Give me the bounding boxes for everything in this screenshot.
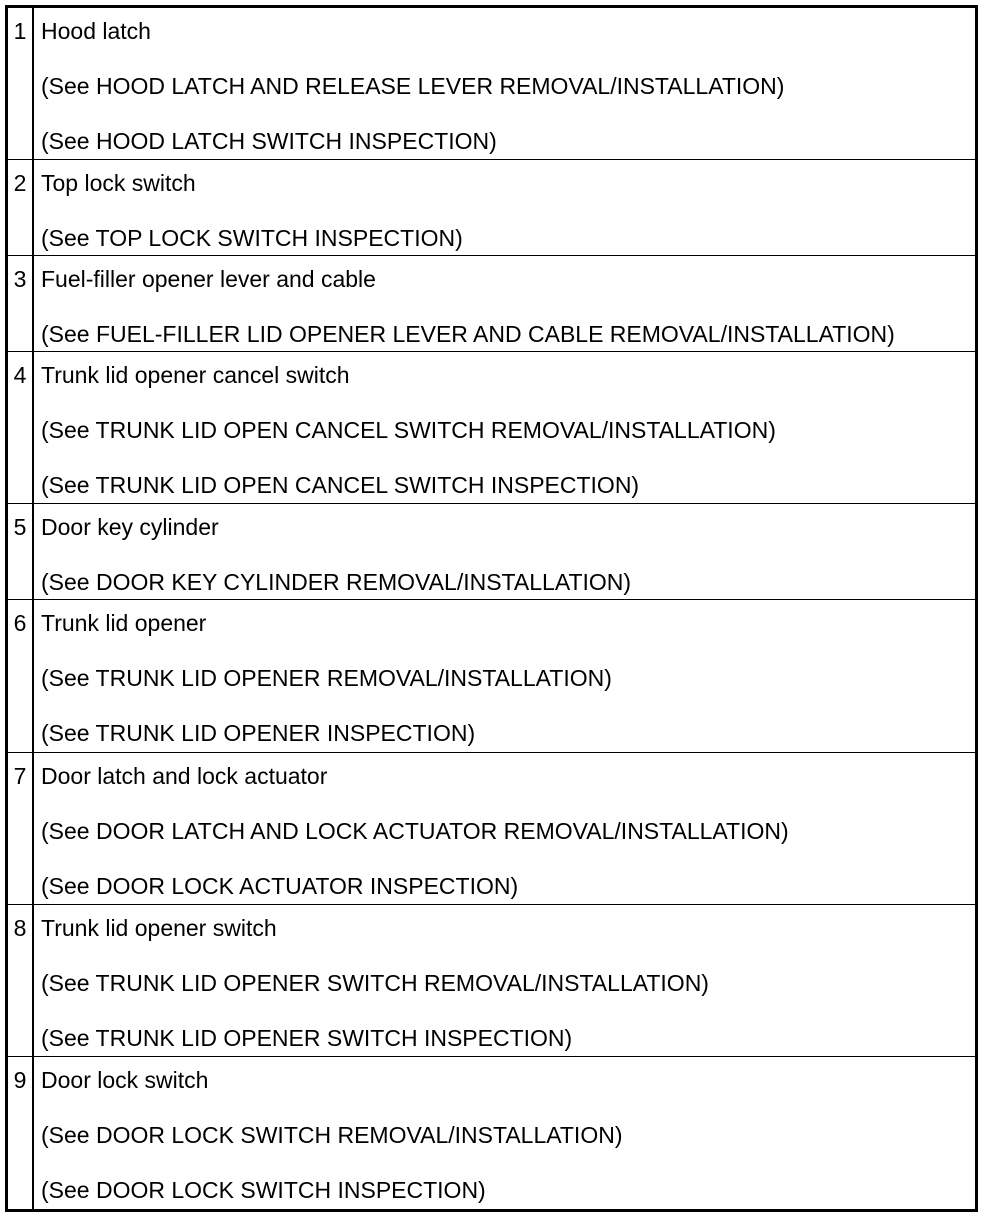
reference-link[interactable]: (See TOP LOCK SWITCH INSPECTION)	[41, 225, 463, 252]
item-number-cell	[7, 160, 34, 256]
table-row	[7, 752, 977, 904]
item-number-cell	[7, 504, 34, 600]
item-number-cell	[7, 352, 34, 504]
reference-link[interactable]: (See TRUNK LID OPENER SWITCH INSPECTION)	[41, 1025, 573, 1052]
reference-link[interactable]: (See TRUNK LID OPEN CANCEL SWITCH REMOVAL/INSTALLATION)	[41, 417, 776, 444]
reference-link[interactable]: (See HOOD LATCH SWITCH INSPECTION)	[41, 128, 497, 154]
reference-link[interactable]: (See DOOR LOCK SWITCH INSPECTION)	[41, 1177, 486, 1204]
item-title: Door lock switch	[41, 1067, 209, 1094]
table-row	[7, 504, 977, 600]
item-title: Door key cylinder	[41, 514, 219, 541]
item-title: Door latch and lock actuator	[41, 762, 328, 789]
reference-link[interactable]: (See TRUNK LID OPENER INSPECTION)	[41, 720, 476, 747]
item-description-cell	[33, 7, 977, 160]
item-description-cell	[33, 905, 977, 1057]
reference-link[interactable]: (See DOOR LOCK ACTUATOR INSPECTION)	[41, 872, 519, 899]
reference-link[interactable]: (See DOOR LOCK SWITCH REMOVAL/INSTALLATION)	[41, 1122, 623, 1149]
reference-link[interactable]: (See HOOD LATCH AND RELEASE LEVER REMOVAL/INSTALLATION)	[41, 73, 785, 99]
component-reference-table	[5, 5, 978, 1212]
item-title: Trunk lid opener cancel switch	[41, 362, 350, 389]
item-title: Fuel-filler opener lever and cable	[41, 266, 376, 293]
table-row	[7, 905, 977, 1057]
item-description-cell	[33, 504, 977, 600]
reference-link[interactable]: (See FUEL-FILLER LID OPENER LEVER AND CABLE REMOVAL/INSTALLATION)	[41, 321, 895, 348]
table-row	[7, 160, 977, 256]
item-description-cell	[33, 752, 977, 904]
item-number: 1	[13, 18, 27, 44]
item-number-cell	[7, 600, 34, 752]
table-row	[7, 7, 977, 160]
reference-link[interactable]: (See TRUNK LID OPENER SWITCH REMOVAL/INSTALLATION)	[41, 970, 709, 997]
item-number-cell	[7, 256, 34, 352]
item-number: 2	[13, 170, 27, 197]
item-number-cell	[7, 905, 34, 1057]
item-title: Top lock switch	[41, 170, 196, 197]
item-description-cell	[33, 160, 977, 256]
reference-link[interactable]: (See TRUNK LID OPENER REMOVAL/INSTALLATION)	[41, 665, 612, 692]
item-number-cell	[7, 1057, 34, 1211]
table-row	[7, 352, 977, 504]
item-description-cell	[33, 1057, 977, 1211]
table-row	[7, 1057, 977, 1211]
item-description-cell	[33, 256, 977, 352]
item-title: Trunk lid opener switch	[41, 915, 277, 942]
item-number: 4	[13, 362, 27, 389]
item-number: 9	[13, 1067, 27, 1094]
item-description-cell	[33, 352, 977, 504]
item-number: 3	[13, 266, 27, 293]
reference-link[interactable]: (See DOOR LATCH AND LOCK ACTUATOR REMOVAL/INSTALLATION)	[41, 817, 789, 844]
item-title: Hood latch	[41, 18, 151, 44]
item-number: 7	[13, 762, 27, 789]
table-row	[7, 256, 977, 352]
item-title: Trunk lid opener	[41, 610, 207, 637]
item-number: 6	[13, 610, 27, 637]
item-number: 5	[13, 514, 27, 541]
reference-link[interactable]: (See DOOR KEY CYLINDER REMOVAL/INSTALLATION)	[41, 569, 632, 596]
item-description-cell	[33, 600, 977, 752]
item-number-cell	[7, 7, 34, 160]
item-number-cell	[7, 752, 34, 904]
reference-link[interactable]: (See TRUNK LID OPEN CANCEL SWITCH INSPECTION)	[41, 472, 640, 499]
item-number: 8	[13, 915, 27, 942]
table-row	[7, 600, 977, 752]
